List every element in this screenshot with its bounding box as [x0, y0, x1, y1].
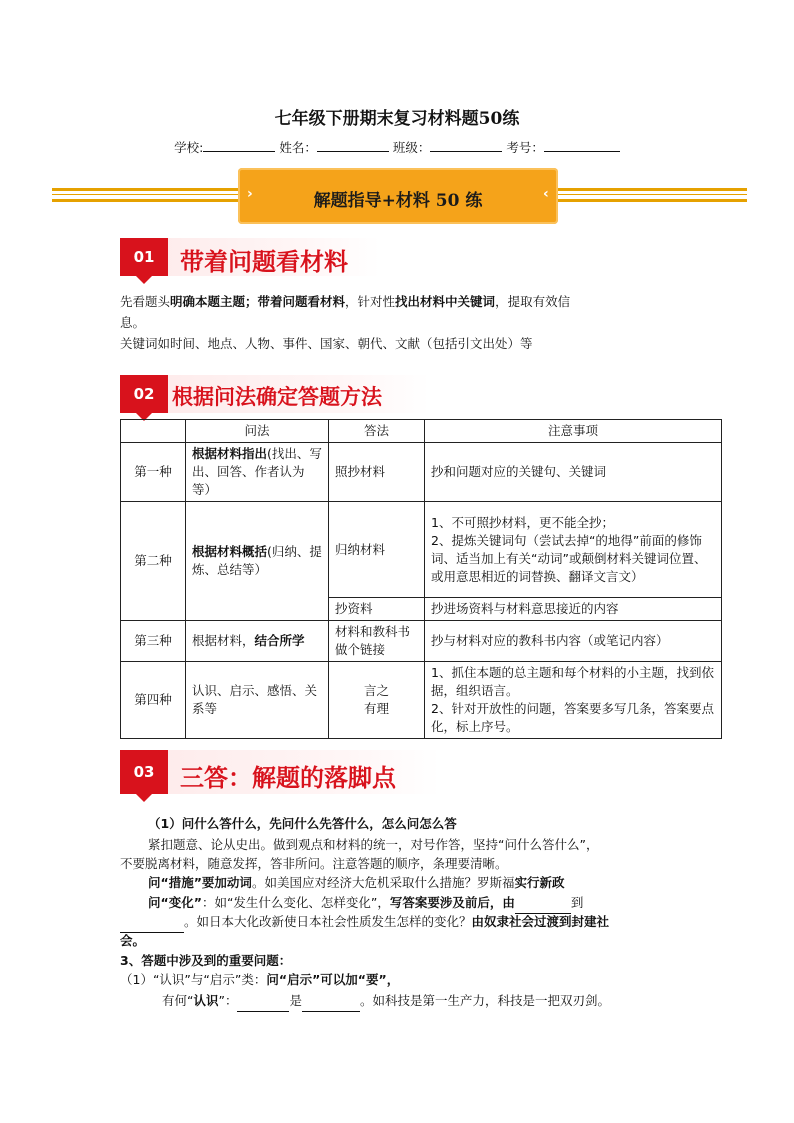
banner-title: 解题指导+材料 50 练 — [313, 191, 483, 211]
name-label: 姓名： — [279, 140, 317, 155]
answer-cell: 言之 有理 — [329, 662, 425, 739]
section-1-paragraph: 先看题头明确本题主题；带着问题看材料，针对性找出材料中关键词，提取有效信 — [120, 294, 571, 309]
table-row — [121, 621, 722, 662]
rule-1-text-cont: 不要脱离材料，随意发挥，答非所问。注意答题的顺序，条理要清晰。 — [120, 856, 508, 871]
chevron-left-icon: ‹ — [543, 186, 549, 202]
ask-cell: 根据材料指出(找出、写出、回答、作者认为等） — [186, 443, 329, 502]
row-label: 第一种 — [121, 443, 186, 502]
change-example-cont: 会。 — [120, 933, 146, 948]
note-cell: 抄和问题对应的关键句、关键词 — [425, 443, 722, 502]
section-2-title: 根据问法确定答题方法 — [172, 384, 382, 409]
note-cell: 1、不可照抄材料，更不能全抄； 2、提炼关键词句（尝试去掉“的地得”前面的修饰词、适当加上有关“动词”或颠倒材料关键词位置、或用意思相近的词替换、翻译文言文） — [425, 502, 722, 598]
answer-cell: 照抄材料 — [329, 443, 425, 502]
rule-1-text: 紧扣题意、论从史出。做到观点和材料的统一，对号作答，坚持“问什么答什么”， — [148, 837, 599, 852]
section-3-title: 三答：解题的落脚点 — [180, 763, 396, 792]
section-1-title: 带着问题看材料 — [180, 247, 348, 276]
answer-cell: 抄资料 — [329, 598, 425, 621]
section-1-paragraph-cont: 息。 — [120, 315, 146, 330]
exam-no-label: 考号： — [506, 140, 544, 155]
measures-line: 问“措施”要加动词。如美国应对经济大危机采取什么措施？罗斯福实行新政 — [148, 875, 565, 890]
badge-pointer-icon — [136, 276, 152, 284]
table-row — [121, 502, 722, 598]
name-blank[interactable] — [317, 139, 389, 152]
knowledge-line: 有何“认识”： 是 。如科技是第一生产力，科技是一把双刃剑。 — [162, 990, 610, 1012]
row-label: 第二种 — [121, 502, 186, 621]
ask-cell: 根据材料概括(归纳、提炼、总结等） — [186, 502, 329, 621]
section-3-badge: 03 — [120, 750, 168, 794]
class-label: 班级： — [392, 140, 431, 155]
change-example: 。如日本大化改新使日本社会性质发生怎样的变化？由奴隶社会过渡到封建社 — [120, 911, 609, 933]
table-header-row — [121, 420, 722, 443]
school-label: 学校: — [174, 140, 204, 155]
header-answer: 答法 — [329, 420, 425, 443]
exam-no-blank[interactable] — [544, 139, 620, 152]
section-1-badge: 01 — [120, 238, 168, 276]
badge-pointer-icon — [136, 794, 152, 802]
answer-cell: 归纳材料 — [329, 502, 425, 598]
change-line: 问“变化”：如“发生什么变化、怎样变化”，写答案要涉及前后，由 到 — [148, 892, 583, 914]
row-label: 第三种 — [121, 621, 186, 662]
student-info-line — [0, 138, 794, 156]
header-notes: 注意事项 — [425, 420, 722, 443]
ask-cell: 根据材料，结合所学 — [186, 621, 329, 662]
method-table — [120, 419, 722, 739]
subject-blank[interactable] — [237, 990, 289, 1012]
header-ask: 问法 — [186, 420, 329, 443]
insight-line: （1）“认识”与“启示”类：问“启示”可以加“要”， — [120, 972, 400, 987]
section-2-badge: 02 — [120, 375, 168, 413]
page-title: 七年级下册期末复习材料题50练 — [274, 109, 520, 129]
predicate-blank[interactable] — [302, 990, 360, 1012]
row-label: 第四种 — [121, 662, 186, 739]
answer-cell: 材料和教科书做个链接 — [329, 621, 425, 662]
table-row — [121, 662, 722, 739]
important-issues-heading: 3、答题中涉及到的重要问题： — [120, 953, 292, 968]
chevron-right-icon: › — [247, 186, 253, 202]
table-row — [121, 443, 722, 502]
note-cell: 1、抓住本题的总主题和每个材料的小主题，找到依据，组织语言。 2、针对开放性的问题，答案要多写几条，答案要点化，标上序号。 — [425, 662, 722, 739]
class-blank[interactable] — [430, 139, 502, 152]
ask-cell: 认识、启示、感悟、关系等 — [186, 662, 329, 739]
rule-1-heading: （1）问什么答什么，先问什么先答什么，怎么问怎么答 — [148, 816, 457, 831]
school-blank[interactable] — [203, 139, 275, 152]
note-cell: 抄与材料对应的教科书内容（或笔记内容） — [425, 621, 722, 662]
section-1-keywords: 关键词如时间、地点、人物、事件、国家、朝代、文献（包括引文出处）等 — [120, 336, 533, 351]
note-cell: 抄进场资料与材料意思接近的内容 — [425, 598, 722, 621]
